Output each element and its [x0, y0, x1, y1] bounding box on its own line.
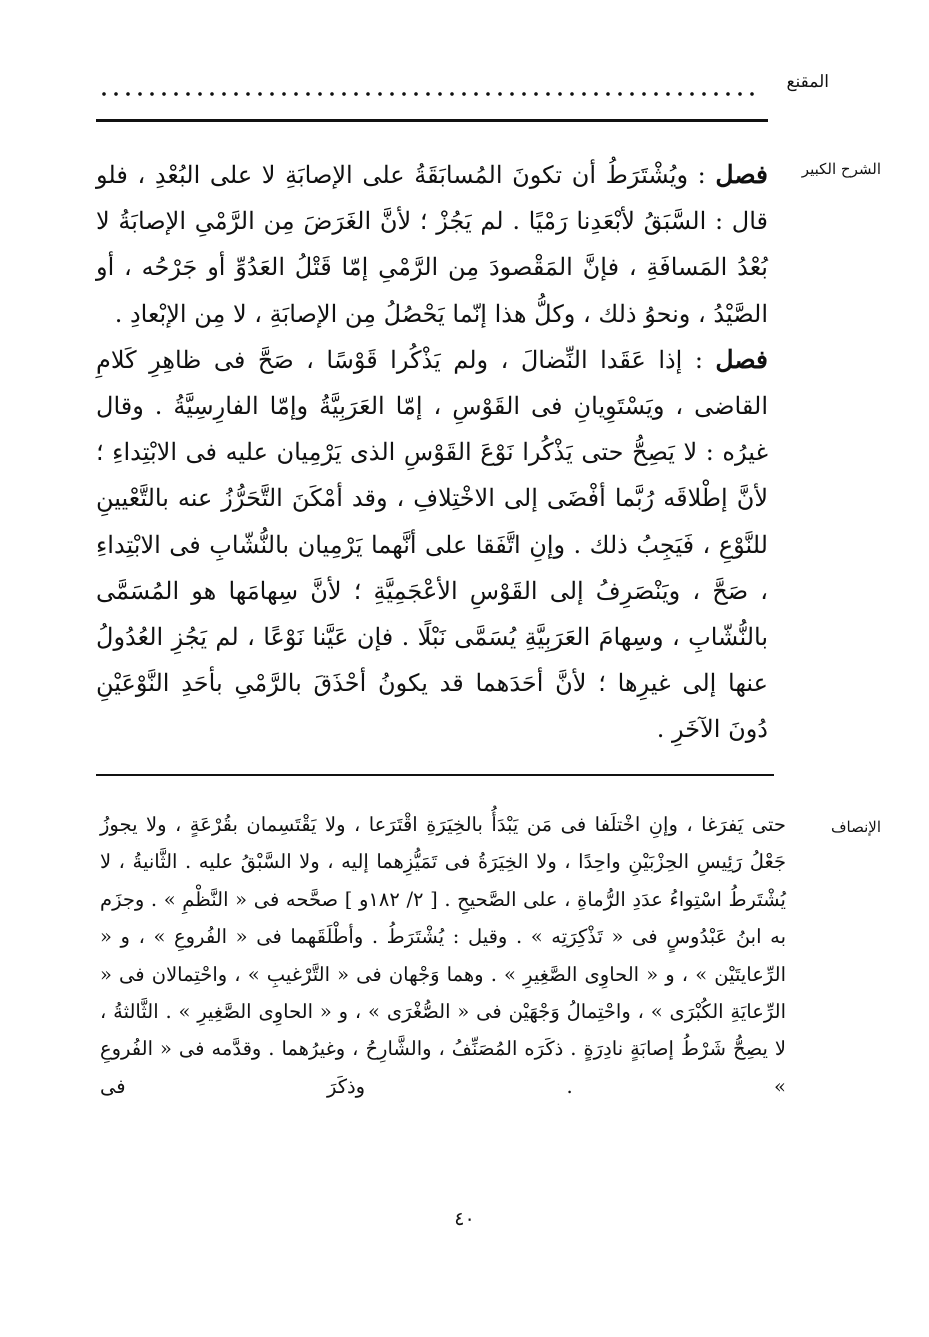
running-title: المقنع — [786, 72, 829, 92]
main-text-block — [96, 152, 768, 753]
section-heading: فصل — [715, 344, 768, 374]
dotted-leader — [98, 90, 760, 98]
main-source-label: الشرح الكبير — [801, 160, 881, 178]
section-divider — [96, 774, 774, 776]
section-paragraph — [96, 152, 768, 337]
page-number: ٤٠ — [454, 1208, 475, 1230]
section-body: : إذا عَقَدا النِّضالَ ، ولم يَذْكُرا قَوْسًا ، صَحَّ فى ظاهِرِ كَلامِ القاضى ، ويَسْتَوِيانِ فى القَوْسِ ، إمّا العَرَبِيَّةُ وإمّا الفارِسِيَّةُ . وقال غيرُه : لا يَصِحُّ حتى يَذْكُرا نَوْعَ القَوْسِ الذى يَرْمِيان عليه فى الابْتِداءِ ؛ لأنَّ إطْلاقَه رُبَّما أفْضَى إلى الاخْتِلافِ ، وقد أمْكَنَ التَّحَرُّزُ عنه بالتَّعْيينِ للنَّوْعِ ، فَيَجِبُ ذلك . وإنِ اتَّفَقا على أنَّهما يَرْمِيان بالنُّشّابِ فى الابْتِداءِ ، صَحَّ ، ويَنْصَرِفُ إلى القَوْسِ الأعْجَمِيَّةِ ؛ لأنَّ سِهامَها هو المُسَمَّى بالنُّشّابِ ، وسِهامَ العَرَبِيَّةِ يُسَمَّى نَبْلًا . فإن عَيَّنا نَوْعًا ، لم يَجُزِ العُدُولُ عنها إلى غيرِها ؛ لأنَّ أحَدَهما قد يكونُ أحْذَقَ بالرَّمْىِ بأحَدِ النَّوْعَيْنِ دُونَ الآخَرِ . — [96, 345, 769, 744]
header-rule — [96, 119, 768, 122]
section-heading: فصل — [715, 160, 768, 189]
notes-text-block — [100, 806, 786, 1105]
section-body: : ويُشْتَرَطُ أن تكونَ المُسابَقَةُ على الإصابَةِ لا على البُعْدِ ، فلو قال : السَّبَقُ لأبْعَدِنا رَمْيًا . لم يَجُزْ ؛ لأنَّ الغَرَضَ مِن الرَّمْىِ الإصابَةُ لا بُعْدُ المَسافَةِ ، فإنَّ المَقْصودَ مِن الرَّمْىِ إمّا قَتْلُ العَدُوِّ أو جَرْحُه ، أو الصَّيْدُ ، ونحوُ ذلك ، وكلُّ هذا إنّما يَحْصُلُ مِن الإصابَةِ ، لا مِن الإبْعادِ . — [96, 161, 768, 328]
section-paragraph — [96, 337, 768, 753]
notes-paragraph: حتى يَفرَغا ، وإنِ اخْتلَفا فى مَن يَبْدَأُ بالخِيَرَةِ اقْتَرَعا ، ولا يَقْتَسِمان بقُرْعَةٍ ، ولا يجوزُ جَعْلُ رَئِيسِ الحِزْبَيْنِ واحِدًا ، ولا الخِيَرَةُ فى تَمَيُّزِهما إليه ، ولا السَّبْقُ عليه . الثَّانيةُ ، لا يُشْتَرطُ اسْتِواءُ عدَدِ الرُّماةِ ، على الصَّحيحِ . [ ٢/ ١٨٢و ] صحَّحه فى « النَّظْمِ » . وجزَم به ابنُ عَبْدُوسٍ فى « تَذْكِرَتِه » . وقيل : يُشْتَرَطُ . وأطْلَقَهما فى « الفُروعِ » ، و « الرِّعايتَيْن » ، و « الحاوِى الصَّغِيرِ » . وهما وَجْهان فى « التَّرْغيبِ » ، واحْتِمالان فى « الرِّعايَةِ الكُبْرَى » ، واحْتِمالُ وَجْهَيْن فى « الصُّغْرَى » ، و « الحاوِى الصَّغِيرِ » . الثَّالثةُ ، لا يصِحُّ شَرْطُ إصابَةٍ نادِرَةٍ . ذكَرَه المُصَنِّفُ ، والشَّارِحُ ، وغيرُهما . وقدَّمه فى « الفُروعِ » . وذكَرَ فى — [100, 813, 786, 1098]
notes-source-label: الإنصاف — [830, 818, 881, 836]
